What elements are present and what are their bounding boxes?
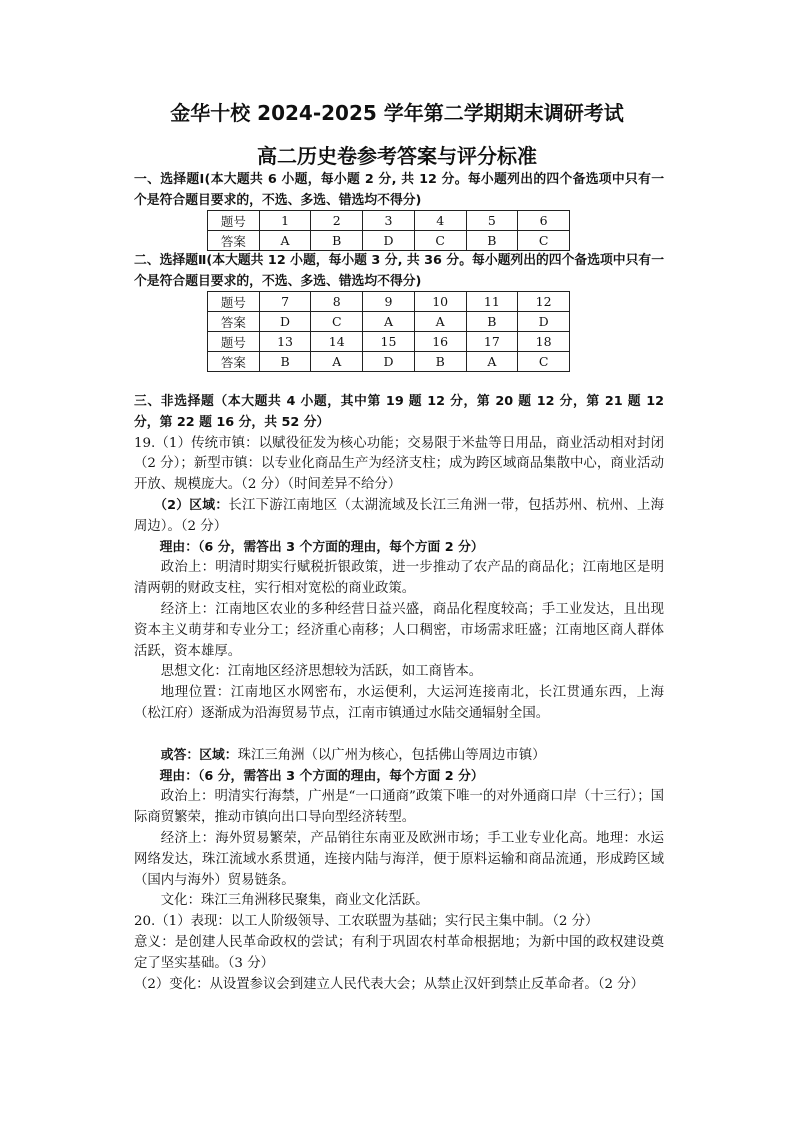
table-cell: 8 [311, 292, 363, 312]
table-cell: D [363, 352, 415, 372]
section3 [134, 392, 664, 995]
row-header-cell: 题号 [208, 332, 260, 352]
table-cell: 18 [518, 332, 570, 352]
table-cell: A [259, 231, 311, 251]
alternative-answer [134, 746, 664, 767]
jiangnan-geography: 地理位置：江南地区水网密布，水运便利，大运河连接南北，长江贯通东西，上海（松江府）逐渐成为沿海贸易节点，江南市镇通过水陆交通辐射全国。 [134, 685, 664, 721]
alternative-text: 珠江三角洲（以广州为核心，包括佛山等周边市镇） [237, 747, 546, 763]
zhujiang-economy: 经济上：海外贸易繁荣，产品销往东南亚及欧洲市场；手工业专业化高。地理：水运网络发达，珠江流域水系贯通，连接内陆与海洋，便于原料运输和商品流通，形成跨区域（国内与海外）贸易链条。 [134, 830, 664, 888]
table-cell: 1 [259, 211, 311, 231]
answer-table-1 [207, 210, 570, 251]
table-cell: 3 [363, 211, 415, 231]
table-cell: 15 [363, 332, 415, 352]
document-subtitle: 高二历史卷参考答案与评分标准 [257, 144, 537, 168]
table-row [208, 312, 570, 332]
q20-meaning: 意义：是创建人民革命政权的尝试；有利于巩固农村革命根据地；为新中国的政权建设奠定了坚实基础。（3 分） [134, 934, 664, 971]
q19-part2 [134, 496, 664, 538]
table-cell: B [466, 231, 518, 251]
row-header-cell: 答案 [208, 231, 260, 251]
row-header-cell: 题号 [208, 211, 260, 231]
table-row [208, 211, 570, 231]
table-row [208, 332, 570, 352]
table-cell: B [414, 352, 466, 372]
table-cell: B [259, 352, 311, 372]
alternative-label: 或答：区域： [160, 747, 238, 763]
section2-heading: 二、选择题Ⅱ(本大题共 12 小题，每小题 3 分, 共 36 分。每小题列出的四个备选项中只有一个是符合题目要求的，不选、多选、错选均不得分) [134, 253, 664, 289]
table-cell: 14 [311, 332, 363, 352]
row-header-cell: 答案 [208, 352, 260, 372]
q19-part2-text: 长江下游江南地区（太湖流域及长江三角洲一带，包括苏州、杭州、上海周边）。（2 分） [134, 497, 665, 534]
table-cell: 4 [414, 211, 466, 231]
table-row [208, 231, 570, 251]
alt-reason-heading: 理由：（6 分，需答出 3 个方面的理由，每个方面 2 分） [159, 768, 484, 784]
answer-table-2 [207, 291, 570, 372]
table-cell: A [311, 352, 363, 372]
table-cell: D [518, 312, 570, 332]
section1-heading: 一、选择题Ⅰ(本大题共 6 小题，每小题 2 分, 共 12 分。每小题列出的四个备选项中只有一个是符合题目要求的，不选、多选、错选均不得分) [134, 172, 664, 208]
jiangnan-culture: 思想文化：江南地区经济思想较为活跃，如工商皆本。 [160, 664, 483, 680]
row-header-cell: 题号 [208, 292, 260, 312]
table-cell: C [311, 312, 363, 332]
table-row [208, 352, 570, 372]
table-cell: D [259, 312, 311, 332]
table-cell: 17 [466, 332, 518, 352]
q20-part1: 20.（1）表现：以工人阶级领导、工农联盟为基础；实行民主集中制。（2 分） [134, 914, 599, 930]
table-cell: 11 [466, 292, 518, 312]
table-cell: B [311, 231, 363, 251]
table-cell: 16 [414, 332, 466, 352]
reason-heading: 理由：（6 分，需答出 3 个方面的理由，每个方面 2 分） [159, 539, 484, 555]
zhujiang-politics: 政治上：明清实行海禁，广州是“一口通商”政策下唯一的对外通商口岸（十三行）；国际商贸繁荣，推动市镇向出口导向型经济转型。 [134, 789, 664, 826]
zhujiang-culture: 文化：珠江三角洲移民聚集，商业文化活跃。 [160, 893, 429, 909]
table-cell: D [363, 231, 415, 251]
jiangnan-politics: 政治上：明清时期实行赋税折银政策，进一步推动了农产品的商品化；江南地区是明清两朝的财政支柱，实行相对宽松的商业政策。 [134, 560, 664, 597]
table-cell: 6 [518, 211, 570, 231]
section3-heading: 三、非选择题（本大题共 4 小题，其中第 19 题 12 分，第 20 题 12 分，第 21 题 12 分，第 22 题 16 分，共 52 分） [134, 394, 664, 430]
table-cell: B [466, 312, 518, 332]
table-cell: 2 [311, 211, 363, 231]
table-cell: A [466, 352, 518, 372]
table-cell: 10 [414, 292, 466, 312]
jiangnan-economy: 经济上：江南地区农业的多种经营日益兴盛，商品化程度较高；手工业发达，且出现资本主义萌芽和专业分工；经济重心南移；人口稠密，市场需求旺盛；江南地区商人群体活跃，资本雄厚。 [134, 601, 664, 659]
table-row [208, 292, 570, 312]
row-header-cell: 答案 [208, 312, 260, 332]
table-cell: C [518, 231, 570, 251]
document-title: 金华十校 2024-2025 学年第二学期期末调研考试 [170, 101, 624, 125]
table-cell: 12 [518, 292, 570, 312]
q20-part2: （2）变化：从设置参议会到建立人民代表大会；从禁止汉奸到禁止反革命者。（2 分） [134, 976, 645, 992]
q19-part2-label: （2）区域： [154, 497, 229, 513]
table-cell: C [414, 231, 466, 251]
table-cell: 13 [259, 332, 311, 352]
q19-part1: 19.（1）传统市镇：以赋役征发为核心功能；交易限于米盐等日用品，商业活动相对封闭（2 分）；新型市镇：以专业化商品生产为经济支柱；成为跨区域商品集散中心，商业活动开放、规模庞大。（2 分）（时间差异不给分） [134, 435, 664, 493]
table-cell: 9 [363, 292, 415, 312]
table-cell: 5 [466, 211, 518, 231]
table-cell: C [518, 352, 570, 372]
table-cell: A [414, 312, 466, 332]
table-cell: 7 [259, 292, 311, 312]
table-cell: A [363, 312, 415, 332]
